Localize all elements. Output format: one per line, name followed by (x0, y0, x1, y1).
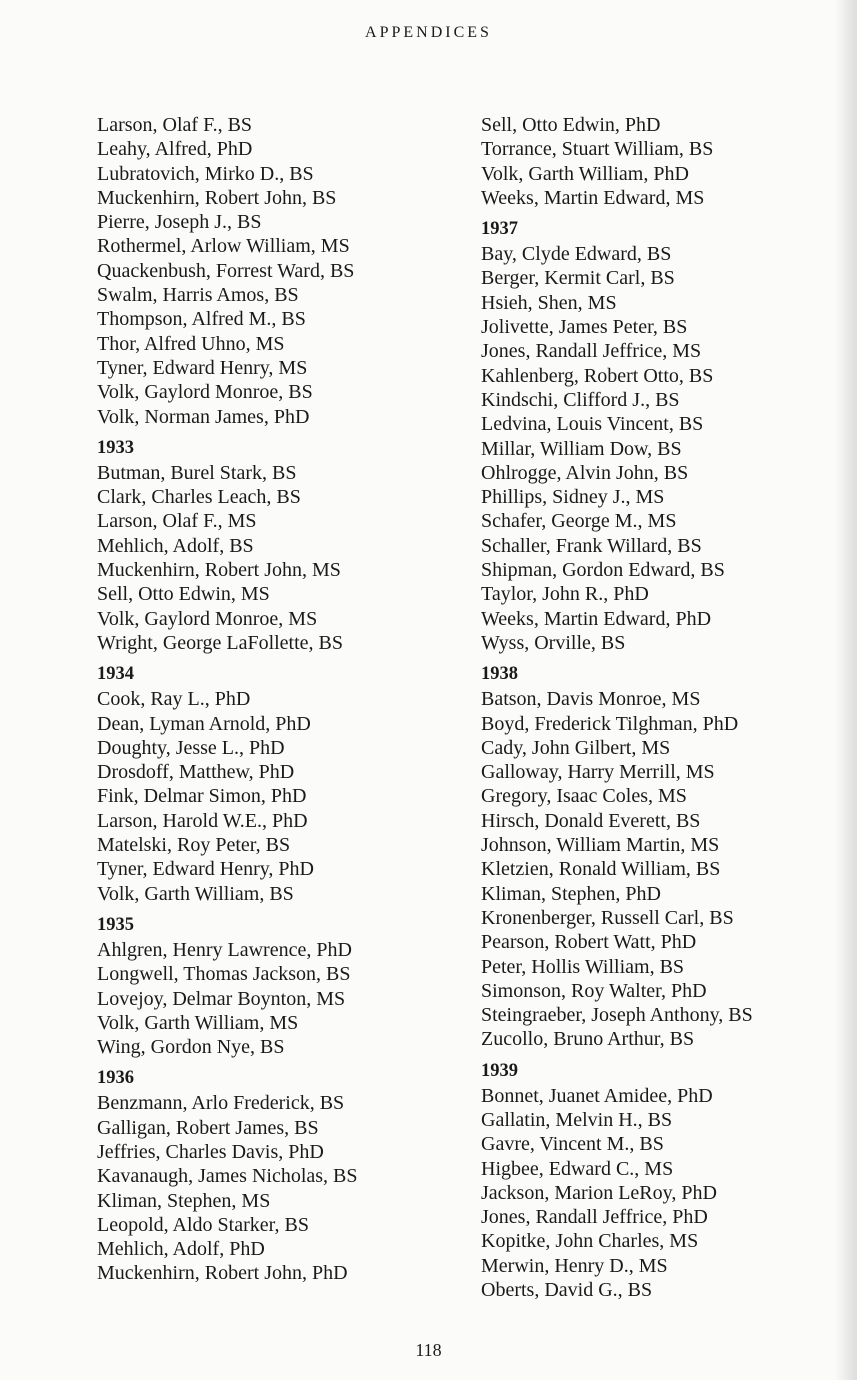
graduate-entry: Sell, Otto Edwin, MS (97, 583, 270, 606)
graduate-entry: Shipman, Gordon Edward, BS (481, 559, 725, 582)
year-heading: 1938 (481, 664, 518, 685)
graduate-entry: Thor, Alfred Uhno, MS (97, 332, 285, 355)
graduate-entry: Peter, Hollis William, BS (481, 955, 685, 978)
graduate-entry: Swalm, Harris Amos, BS (97, 284, 299, 307)
graduate-entry: Doughty, Jesse L., PhD (97, 736, 285, 759)
graduate-entry: Johnson, William Martin, MS (481, 834, 720, 857)
graduate-entry: Dean, Lyman Arnold, PhD (97, 712, 311, 735)
graduate-entry: Matelski, Roy Peter, BS (97, 834, 291, 857)
graduate-entry: Tyner, Edward Henry, MS (97, 356, 308, 379)
graduate-entry: Jolivette, James Peter, BS (481, 316, 688, 339)
running-header: APPENDICES (365, 24, 492, 41)
year-heading: 1937 (481, 219, 518, 240)
graduate-entry: Larson, Harold W.E., PhD (97, 809, 308, 832)
graduate-entry: Gregory, Isaac Coles, MS (481, 785, 687, 808)
graduate-entry: Batson, Davis Monroe, MS (481, 688, 701, 711)
graduate-entry: Butman, Burel Stark, BS (97, 461, 297, 484)
graduate-entry: Jones, Randall Jeffrice, PhD (481, 1206, 708, 1229)
graduate-entry: Wright, George LaFollette, BS (97, 631, 344, 654)
graduate-entry: Rothermel, Arlow William, MS (97, 235, 350, 258)
graduate-entry: Larson, Olaf F., MS (97, 510, 257, 533)
graduate-entry: Kliman, Stephen, MS (97, 1189, 271, 1212)
graduate-entry: Kliman, Stephen, PhD (481, 882, 661, 905)
graduate-entry: Lubratovich, Mirko D., BS (97, 162, 314, 185)
graduate-entry: Bay, Clyde Edward, BS (481, 243, 672, 266)
year-heading: 1933 (97, 437, 134, 458)
graduate-entry: Lovejoy, Delmar Boynton, MS (97, 987, 346, 1010)
graduate-entry: Kahlenberg, Robert Otto, BS (481, 364, 714, 387)
graduate-entry: Taylor, John R., PhD (481, 583, 649, 606)
graduate-entry: Galligan, Robert James, BS (97, 1116, 319, 1139)
graduate-entry: Cook, Ray L., PhD (97, 688, 251, 711)
graduate-entry: Pierre, Joseph J., BS (97, 211, 262, 234)
graduate-entry: Weeks, Martin Edward, PhD (481, 607, 712, 630)
year-heading: 1935 (97, 914, 134, 935)
graduate-entry: Tyner, Edward Henry, PhD (97, 858, 315, 881)
graduate-entry: Volk, Garth William, MS (97, 1011, 299, 1034)
graduate-entry: Muckenhirn, Robert John, BS (97, 186, 337, 209)
year-heading: 1934 (97, 664, 134, 685)
graduate-entry: Higbee, Edward C., MS (481, 1157, 674, 1180)
graduate-entry: Clark, Charles Leach, BS (97, 486, 301, 509)
graduate-entry: Boyd, Frederick Tilghman, PhD (481, 712, 739, 735)
graduate-entry: Kletzien, Ronald William, BS (481, 858, 721, 881)
graduate-entry: Bonnet, Juanet Amidee, PhD (481, 1084, 713, 1107)
graduate-entry: Ahlgren, Henry Lawrence, PhD (97, 938, 352, 961)
graduate-entry: Gavre, Vincent M., BS (481, 1133, 664, 1156)
year-heading: 1939 (481, 1060, 518, 1081)
graduate-entry: Kopitke, John Charles, MS (481, 1230, 699, 1253)
right-column (481, 113, 841, 1302)
page-number: 118 (415, 1340, 442, 1360)
graduate-entry: Weeks, Martin Edward, MS (481, 186, 705, 209)
graduate-entry: Sell, Otto Edwin, PhD (481, 114, 661, 136)
graduate-entry: Benzmann, Arlo Frederick, BS (97, 1092, 345, 1115)
graduate-entry: Mehlich, Adolf, BS (97, 534, 254, 557)
graduate-entry: Galloway, Harry Merrill, MS (481, 761, 715, 784)
graduate-entry: Ohlrogge, Alvin John, BS (481, 461, 689, 484)
graduate-entry: Pearson, Robert Watt, PhD (481, 931, 697, 954)
graduate-entry: Hirsch, Donald Everett, BS (481, 809, 701, 832)
graduate-entry: Longwell, Thomas Jackson, BS (97, 963, 351, 986)
graduate-entry: Phillips, Sidney J., MS (481, 486, 665, 509)
graduate-entry: Hsieh, Shen, MS (481, 291, 617, 314)
graduate-entry: Torrance, Stuart William, BS (481, 138, 714, 161)
graduate-entry: Simonson, Roy Walter, PhD (481, 979, 707, 1002)
graduate-entry: Volk, Garth William, BS (97, 882, 294, 905)
graduate-entry: Jackson, Marion LeRoy, PhD (481, 1181, 717, 1204)
graduate-entry: Volk, Norman James, PhD (97, 405, 310, 428)
graduate-entry: Cady, John Gilbert, MS (481, 736, 671, 759)
graduate-entry: Volk, Gaylord Monroe, MS (97, 607, 318, 630)
graduate-entry: Drosdoff, Matthew, PhD (97, 761, 295, 784)
graduate-entry: Jeffries, Charles Davis, PhD (97, 1140, 324, 1163)
graduate-entry: Schafer, George M., MS (481, 510, 677, 533)
graduate-entry: Thompson, Alfred M., BS (97, 308, 306, 331)
graduate-entry: Larson, Olaf F., BS (97, 114, 253, 136)
graduate-entry: Oberts, David G., BS (481, 1279, 653, 1302)
left-column (97, 113, 467, 1286)
graduate-entry: Muckenhirn, Robert John, MS (97, 559, 341, 582)
graduate-entry: Fink, Delmar Simon, PhD (97, 785, 307, 808)
graduate-entry: Mehlich, Adolf, PhD (97, 1238, 265, 1261)
graduate-entry: Gallatin, Melvin H., BS (481, 1108, 673, 1131)
graduate-entry: Leopold, Aldo Starker, BS (97, 1213, 309, 1236)
graduate-entry: Kronenberger, Russell Carl, BS (481, 906, 734, 929)
year-heading: 1936 (97, 1068, 134, 1089)
graduate-entry: Quackenbush, Forrest Ward, BS (97, 259, 355, 282)
graduate-entry: Leahy, Alfred, PhD (97, 138, 253, 161)
graduate-entry: Kavanaugh, James Nicholas, BS (97, 1165, 358, 1188)
graduate-entry: Merwin, Henry D., MS (481, 1254, 668, 1277)
graduate-entry: Millar, William Dow, BS (481, 437, 682, 460)
graduate-entry: Berger, Kermit Carl, BS (481, 267, 675, 290)
graduate-entry: Wyss, Orville, BS (481, 631, 626, 654)
graduate-entry: Kindschi, Clifford J., BS (481, 388, 680, 411)
page-edge-shadow (835, 0, 857, 1380)
graduate-entry: Volk, Garth William, PhD (481, 162, 689, 185)
graduate-entry: Ledvina, Louis Vincent, BS (481, 413, 704, 436)
graduate-entry: Steingraeber, Joseph Anthony, BS (481, 1004, 753, 1027)
graduate-entry: Muckenhirn, Robert John, PhD (97, 1262, 348, 1285)
graduate-entry: Wing, Gordon Nye, BS (97, 1036, 285, 1059)
graduate-entry: Schaller, Frank Willard, BS (481, 534, 702, 557)
graduate-entry: Zucollo, Bruno Arthur, BS (481, 1028, 695, 1051)
graduate-entry: Volk, Gaylord Monroe, BS (97, 381, 313, 404)
graduate-entry: Jones, Randall Jeffrice, MS (481, 340, 702, 363)
